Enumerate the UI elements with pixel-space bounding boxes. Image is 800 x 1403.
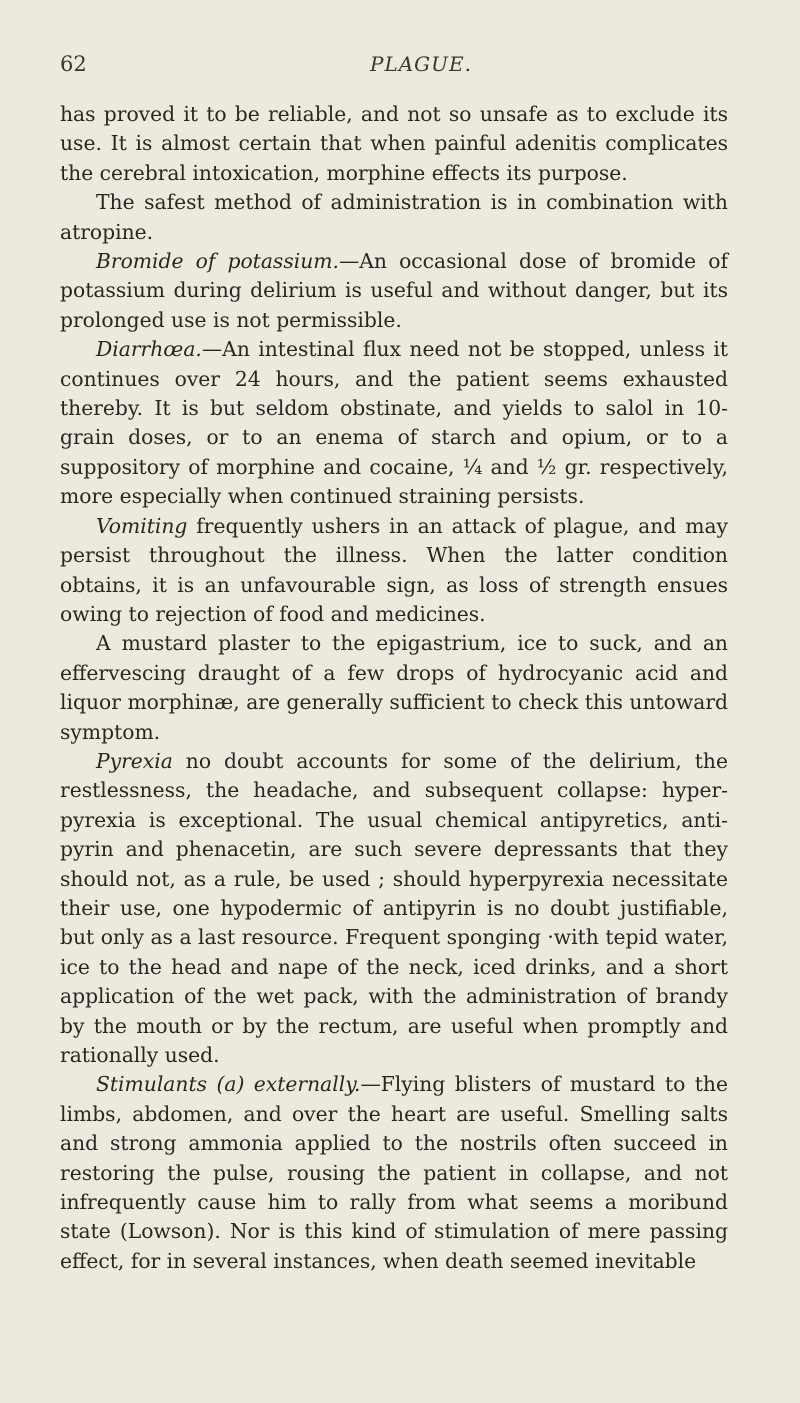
paragraph-heading: Pyrexia [96,748,173,773]
page-number: 62 [60,52,87,76]
paragraph-stimulants: Stimulants (a) externally.—Flying blisters of mustard to the limbs, abdomen, and over the heart are useful. Smelling salts and strong ammonia applied to the nostrils often succeed in restoring the pulse, rousing the patient in collapse, and not infrequently cause him to rally from what seems a moribund state (Lowson). Nor is this kind of stimulation of mere passing effect, for in several instances, when death seemed inevitable [60,1072,728,1273]
paragraph-heading: Diarrhœa. [96,337,202,362]
running-title: PLAGUE. [370,52,472,76]
body-text [60,100,728,1276]
paragraph-pyrexia: Pyrexia no doubt accounts for some of the delirium, the restlessness, the headache, and subsequent collapse: hyper-pyrexia is exceptional. The usual chemical antipyretics, anti-pyrin and phenacetin, are such severe depressants that they should not, as a rule, be used ; should hyperpyrexia necessitate their use, one hypodermic of antipyrin is no doubt justifiable, but only as a last resource. Frequent sponging ·with tepid water, ice to the head and nape of the neck, iced drinks, and a short application of the wet pack, with the administration of brandy by the mouth or by the rectum, are useful when promptly and rationally used. [60,748,728,1067]
paragraph: The safest method of administration is in combination with atropine. [60,190,728,244]
paragraph-heading: Bromide of potassium. [96,249,339,274]
paragraph-heading: Stimulants (a) externally. [96,1072,361,1097]
paragraph: has proved it to be reliable, and not so unsafe as to exclude its use. It is almost certain that when painful adenitis complicates the cerebral intoxication, morphine effects its purpose. [60,102,728,185]
paragraph-diarrhoea: Diarrhœa.—An intestinal flux need not be stopped, unless it continues over 24 hours, and the patient seems exhausted thereby. It is but seldom obstinate, and yields to salol in 10-grain doses, or to an enema of starch and opium, or to a suppository of morphine and cocaine, ¼ and ½ gr. respectively, more especially when continued straining persists. [60,337,728,509]
paragraph-bromide: Bromide of potassium.—An occasional dose of bromide of potassium during delirium is useful and without danger, but its prolonged use is not permissible. [60,249,728,332]
paragraph: A mustard plaster to the epigastrium, ice to suck, and an effervescing draught of a few drops of hydrocyanic acid and liquor morphinæ, are generally sufficient to check this untoward symptom. [60,631,728,744]
paragraph-heading: Vomiting [96,513,188,538]
paragraph-vomiting: Vomiting frequently ushers in an attack of plague, and may persist throughout the illness. When the latter condition obtains, it is an unfavourable sign, as loss of strength ensues owing to rejection of food and medicines. [60,513,728,626]
running-head [60,52,720,82]
